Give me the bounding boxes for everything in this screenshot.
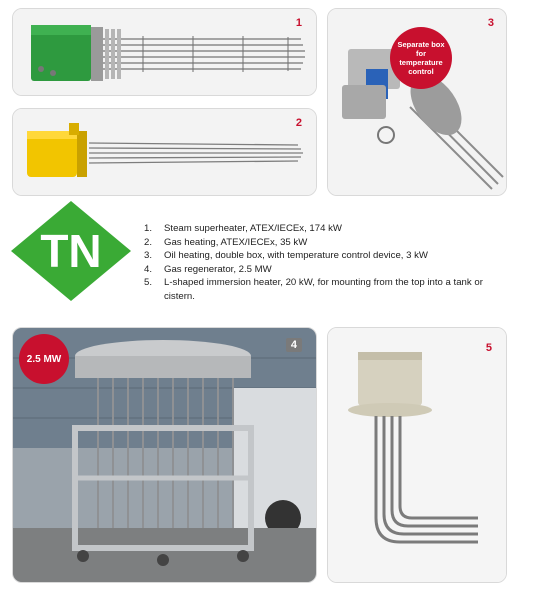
product-panel-2 — [12, 108, 317, 196]
temperature-control-badge — [390, 27, 452, 89]
panel-number: 4 — [286, 338, 302, 352]
steam-superheater-image — [13, 9, 317, 96]
panel-number: 3 — [487, 17, 494, 29]
product-panel-1 — [12, 8, 317, 96]
list-item: 5. L-shaped immersion heater, 20 kW, for mounting from the top into a tank or cistern. — [144, 277, 483, 302]
panel-number: 1 — [295, 17, 302, 29]
product-panel-3 — [327, 8, 507, 196]
list-item: 4. Gas regenerator, 2.5 MW — [144, 263, 272, 275]
product-panel-5 — [327, 327, 507, 583]
logo-letters: TN — [40, 225, 102, 277]
product-panel-4 — [12, 327, 317, 583]
tn-logo — [6, 196, 136, 306]
badge-text: 2.5 MW — [26, 353, 62, 365]
product-list — [144, 222, 484, 304]
panel-number: 2 — [295, 117, 302, 129]
immersion-heater-image — [328, 328, 507, 583]
gas-heater-image — [13, 109, 317, 196]
list-item: 3. Oil heating, double box, with temperature control device, 3 kW — [144, 250, 428, 262]
list-item: 2. Gas heating, ATEX/IECEx, 35 kW — [144, 236, 308, 248]
badge-text: Separate box for temperature control — [397, 40, 445, 76]
list-item: 1. Steam superheater, ATEX/IECEx, 174 kW — [144, 223, 342, 234]
power-badge — [19, 334, 69, 384]
panel-number: 5 — [485, 342, 492, 354]
